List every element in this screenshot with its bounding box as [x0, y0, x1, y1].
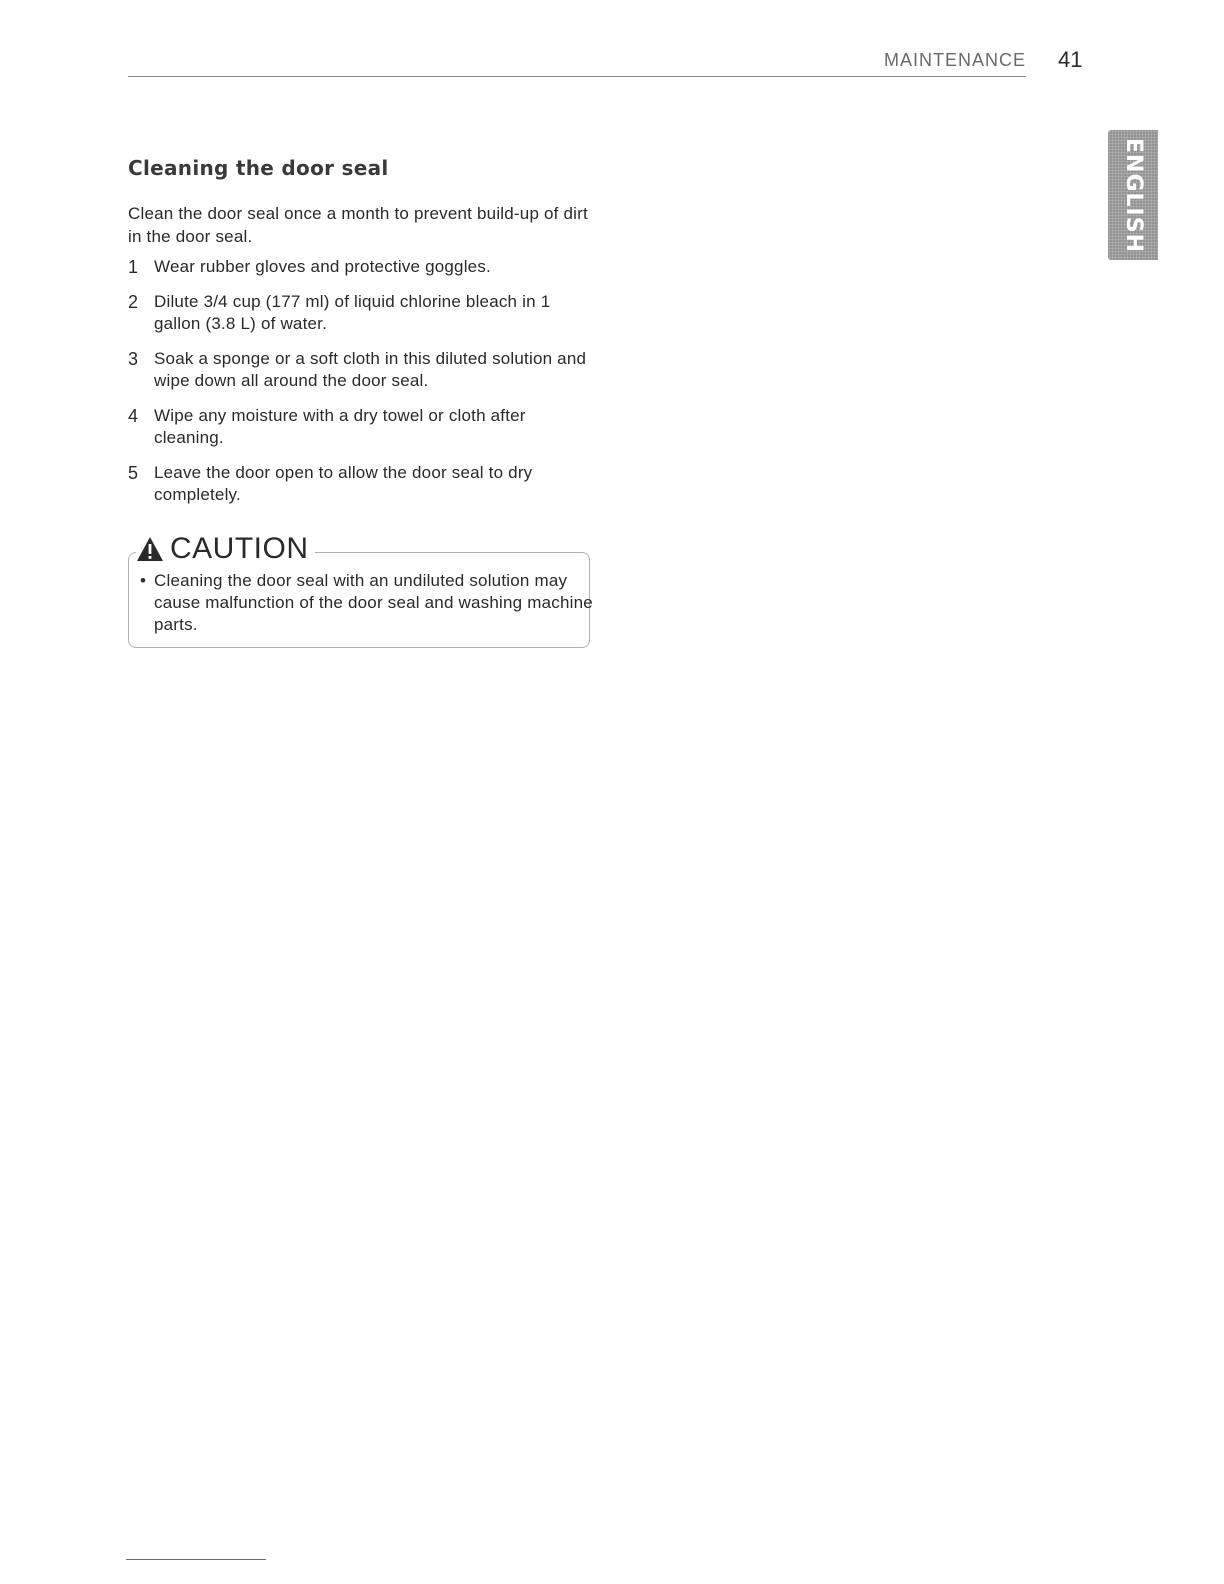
section-label: MAINTENANCE — [883, 50, 1026, 70]
bullet-point: • — [140, 571, 147, 590]
step-item — [128, 256, 590, 278]
step-text: Soak a sponge or a soft cloth in this diluted solution and wipe down all around the door seal. — [154, 349, 587, 390]
intro-text: Clean the door seal once a month to prevent build-up of dirt in the door seal. — [128, 204, 588, 246]
language-tab-label: ENGLISH — [1120, 137, 1146, 253]
step-number: 4 — [128, 406, 139, 426]
step-item — [128, 462, 590, 506]
step-number: 2 — [128, 292, 139, 312]
caution-item — [138, 570, 594, 636]
caution-text: Cleaning the door seal with an undiluted solution may cause malfunction of the door seal and washing machine parts. — [154, 571, 593, 634]
section-title: Cleaning the door seal — [128, 156, 389, 180]
step-number: 3 — [128, 349, 139, 369]
caution-title: CAUTION — [170, 532, 309, 565]
caution-box — [128, 532, 592, 648]
main-content — [128, 156, 590, 519]
caution-header — [136, 532, 315, 566]
step-text: Wear rubber gloves and protective goggles. — [154, 257, 491, 276]
language-tab — [1108, 130, 1158, 260]
step-number: 5 — [128, 463, 139, 483]
step-text: Wipe any moisture with a dry towel or cloth after cleaning. — [154, 406, 526, 447]
step-text: Dilute 3/4 cup (177 ml) of liquid chlorine bleach in 1 gallon (3.8 L) of water. — [154, 292, 551, 333]
footer-rule — [126, 1559, 266, 1560]
step-item — [128, 405, 590, 449]
step-item — [128, 291, 590, 335]
step-text: Leave the door open to allow the door seal to dry completely. — [154, 463, 533, 504]
warning-triangle-icon — [136, 536, 164, 562]
page-number: 41 — [1058, 47, 1083, 72]
header-rule — [128, 76, 1026, 77]
step-number: 1 — [128, 257, 139, 277]
steps-list — [128, 256, 590, 506]
step-item — [128, 348, 590, 392]
